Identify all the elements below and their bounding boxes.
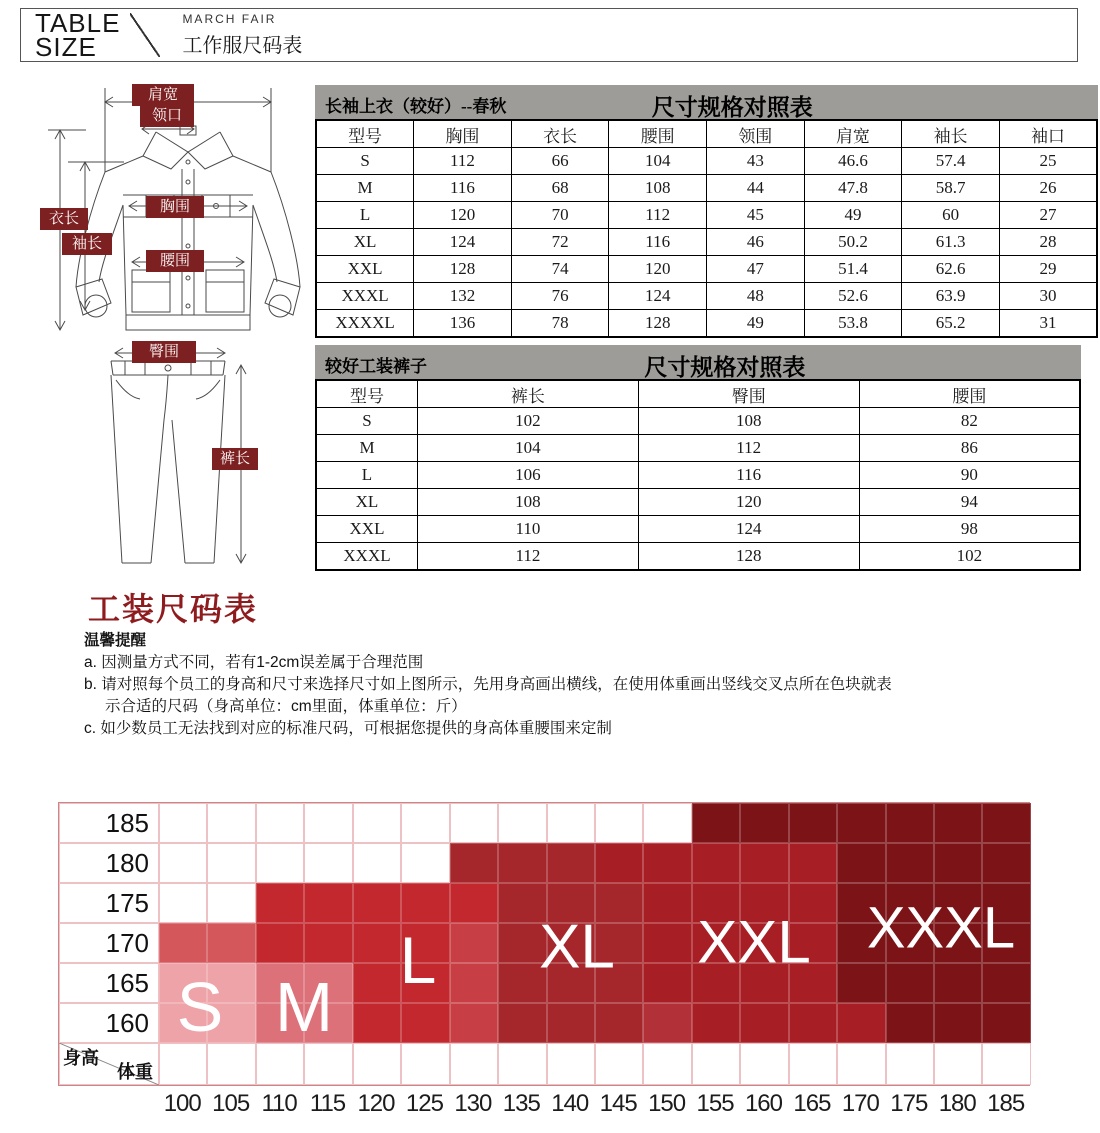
slash-divider-icon — [130, 13, 160, 57]
chart-cell — [643, 1003, 691, 1043]
table-cell: 120 — [609, 256, 707, 283]
chart-cell — [837, 1003, 885, 1043]
table-cell: 52.6 — [804, 283, 902, 310]
table-cell: 72 — [511, 229, 609, 256]
chart-cell — [547, 1043, 595, 1085]
table-cell: 61.3 — [902, 229, 1000, 256]
size-region-label: XXL — [697, 908, 811, 976]
jacket-table-header-row — [316, 120, 1097, 148]
weight-axis-label: 145 — [599, 1090, 637, 1117]
chart-cell — [692, 1003, 740, 1043]
chart-cell — [595, 1043, 643, 1085]
weight-axis-label: 175 — [890, 1090, 928, 1117]
label-sleeve-length: 袖长 — [62, 233, 112, 255]
column-header: 型号 — [316, 120, 414, 148]
weight-axis-label: 105 — [212, 1090, 250, 1117]
table-cell: 74 — [511, 256, 609, 283]
section-title: 工装尺码表 — [88, 591, 259, 627]
chart-cell — [401, 883, 449, 923]
chart-cell — [886, 1043, 934, 1085]
chart-cell — [304, 883, 352, 923]
table-cell: 29 — [999, 256, 1097, 283]
column-header: 肩宽 — [804, 120, 902, 148]
chart-cell — [498, 843, 546, 883]
chart-cell — [692, 1043, 740, 1085]
logo-line-1: TABLE — [35, 8, 121, 38]
height-axis-label: 185 — [59, 803, 159, 843]
chart-cell — [740, 1003, 788, 1043]
table-cell: 120 — [414, 202, 512, 229]
table-cell: 46.6 — [804, 148, 902, 175]
chart-cell — [207, 923, 255, 963]
chart-cell — [740, 803, 788, 843]
label-jacket-length: 衣长 — [40, 208, 88, 230]
chart-cell — [450, 803, 498, 843]
chart-cell — [595, 803, 643, 843]
garment-line-art — [28, 72, 320, 584]
table-cell: 43 — [707, 148, 805, 175]
table-cell: XXXL — [316, 283, 414, 310]
table-cell: 124 — [414, 229, 512, 256]
column-header: 袖口 — [999, 120, 1097, 148]
chart-cell — [643, 923, 691, 963]
column-header: 袖长 — [902, 120, 1000, 148]
chart-cell — [643, 1043, 691, 1085]
chart-cell — [304, 843, 352, 883]
label-chest-girth: 胸围 — [146, 196, 204, 218]
table-cell: 66 — [511, 148, 609, 175]
chart-cell — [789, 803, 837, 843]
jacket-table-body — [316, 148, 1097, 338]
chart-cell — [643, 883, 691, 923]
reminder-notes — [84, 630, 892, 740]
chart-cell — [159, 923, 207, 963]
table-cell: 104 — [418, 435, 639, 462]
garment-diagram — [28, 72, 320, 584]
pants-table-category: 较好工装裤子 — [325, 357, 427, 376]
table-cell: 108 — [609, 175, 707, 202]
weight-axis-label: 165 — [793, 1090, 831, 1117]
chart-cell — [353, 803, 401, 843]
table-cell: 110 — [418, 516, 639, 543]
page-title: 工作服尺码表 — [182, 35, 303, 57]
table-cell: L — [316, 462, 418, 489]
table-cell: 116 — [638, 462, 859, 489]
table-row — [316, 489, 1080, 516]
header-box — [20, 8, 1078, 62]
label-collar-opening: 领口 — [140, 105, 194, 127]
table-row — [316, 516, 1080, 543]
table-cell: 94 — [859, 489, 1080, 516]
table-cell: 128 — [638, 543, 859, 571]
jacket-size-table-block — [315, 85, 1098, 338]
table-cell: 76 — [511, 283, 609, 310]
weight-axis-label: 130 — [454, 1090, 492, 1117]
column-header: 腰围 — [609, 120, 707, 148]
weight-axis-label: 125 — [405, 1090, 443, 1117]
table-row — [316, 202, 1097, 229]
chart-cell — [401, 803, 449, 843]
chart-cell — [401, 1003, 449, 1043]
table-cell: 102 — [859, 543, 1080, 571]
pants-size-table-block — [315, 345, 1081, 571]
table-row — [316, 229, 1097, 256]
chart-cell — [498, 1003, 546, 1043]
chart-cell — [886, 963, 934, 1003]
column-header: 衣长 — [511, 120, 609, 148]
size-region-label: XXXL — [866, 895, 1016, 961]
x-axis-title: 体重 — [117, 1062, 153, 1082]
reminder-title: 温馨提醒 — [84, 632, 147, 649]
chart-cell — [740, 1043, 788, 1085]
table-cell: 50.2 — [804, 229, 902, 256]
chart-cell — [547, 1003, 595, 1043]
size-region-label: L — [399, 923, 437, 997]
size-heatmap-chart — [58, 802, 1030, 1085]
chart-cell — [353, 963, 401, 1003]
column-header: 领围 — [707, 120, 805, 148]
table-cell: M — [316, 175, 414, 202]
table-cell: S — [316, 408, 418, 435]
table-cell: XL — [316, 229, 414, 256]
table-cell: 106 — [418, 462, 639, 489]
label-pants-length: 裤长 — [212, 448, 258, 470]
chart-cell — [934, 843, 982, 883]
table-cell: 128 — [609, 310, 707, 338]
pants-table-body — [316, 408, 1080, 571]
chart-cell — [450, 1003, 498, 1043]
table-cell: 120 — [638, 489, 859, 516]
note-line-a: a. 因测量方式不同，若有1-2cm误差属于合理范围 — [84, 654, 424, 671]
table-row — [316, 310, 1097, 338]
chart-cell — [934, 1003, 982, 1043]
chart-cell — [982, 963, 1030, 1003]
label-shoulder-width: 肩宽 — [132, 84, 194, 106]
table-cell: 136 — [414, 310, 512, 338]
table-cell: 65.2 — [902, 310, 1000, 338]
chart-cell — [692, 843, 740, 883]
chart-cell — [498, 803, 546, 843]
chart-cell — [304, 803, 352, 843]
table-cell: 53.8 — [804, 310, 902, 338]
table-cell: 128 — [414, 256, 512, 283]
weight-axis-label: 185 — [987, 1090, 1025, 1117]
weight-axis-label: 120 — [357, 1090, 395, 1117]
table-cell: 90 — [859, 462, 1080, 489]
table-cell: 68 — [511, 175, 609, 202]
table-cell: M — [316, 435, 418, 462]
table-cell: XL — [316, 489, 418, 516]
pants-size-table — [315, 379, 1081, 571]
chart-cell — [304, 1043, 352, 1085]
table-cell: 27 — [999, 202, 1097, 229]
chart-cell — [450, 923, 498, 963]
height-axis-label: 170 — [59, 923, 159, 963]
weight-axis-label: 155 — [696, 1090, 734, 1117]
table-cell: 132 — [414, 283, 512, 310]
table-cell: S — [316, 148, 414, 175]
table-cell: 44 — [707, 175, 805, 202]
chart-cell — [207, 883, 255, 923]
chart-cell — [595, 1003, 643, 1043]
chart-cell — [256, 803, 304, 843]
jacket-table-category: 长袖上衣（较好）--春秋 — [325, 97, 507, 116]
chart-cell — [934, 1043, 982, 1085]
table-cell: 47 — [707, 256, 805, 283]
chart-cell — [837, 843, 885, 883]
table-cell: 98 — [859, 516, 1080, 543]
chart-cell — [450, 1043, 498, 1085]
chart-cell — [159, 803, 207, 843]
column-header: 腰围 — [859, 380, 1080, 408]
weight-axis-labels — [158, 1090, 1030, 1118]
logo — [35, 8, 121, 62]
jacket-size-table — [315, 119, 1098, 338]
chart-cell — [547, 843, 595, 883]
chart-cell — [789, 843, 837, 883]
table-cell: XXL — [316, 516, 418, 543]
table-cell: 82 — [859, 408, 1080, 435]
note-line-c: c. 如少数员工无法找到对应的标准尺码，可根据您提供的身高体重腰围来定制 — [84, 720, 612, 737]
chart-cell — [789, 1003, 837, 1043]
table-cell: XXL — [316, 256, 414, 283]
brand-block — [182, 12, 302, 58]
chart-cell — [159, 843, 207, 883]
weight-axis-label: 135 — [502, 1090, 540, 1117]
logo-line-2: SIZE — [35, 32, 97, 62]
chart-cell — [256, 883, 304, 923]
note-line-b2: 示合适的尺码（身高单位：cm里面，体重单位：斤） — [105, 698, 467, 715]
table-cell: 78 — [511, 310, 609, 338]
chart-cell — [256, 923, 304, 963]
size-region-label: S — [176, 968, 224, 1046]
weight-axis-label: 100 — [163, 1090, 201, 1117]
table-row — [316, 175, 1097, 202]
label-hip-girth: 臀围 — [132, 341, 196, 363]
note-line-b: b. 请对照每个员工的身高和尺寸来选择尺寸如上图所示，先用身高画出横线，在使用体重画出竖线交叉点所在色块就表 — [84, 676, 892, 693]
chart-cell — [450, 883, 498, 923]
weight-axis-label: 150 — [648, 1090, 686, 1117]
chart-cell — [886, 803, 934, 843]
chart-cell — [353, 923, 401, 963]
table-row — [316, 256, 1097, 283]
chart-cell — [789, 1043, 837, 1085]
chart-cell — [837, 963, 885, 1003]
column-header: 裤长 — [418, 380, 639, 408]
size-region-label: M — [274, 968, 334, 1046]
chart-cell — [353, 1043, 401, 1085]
table-cell: 108 — [638, 408, 859, 435]
table-cell: 112 — [609, 202, 707, 229]
table-cell: 49 — [804, 202, 902, 229]
label-waist-girth: 腰围 — [146, 250, 204, 272]
height-axis-label: 175 — [59, 883, 159, 923]
table-cell: 112 — [638, 435, 859, 462]
jacket-table-heading: 尺寸规格对照表 — [651, 94, 813, 120]
table-row — [316, 148, 1097, 175]
table-cell: 116 — [414, 175, 512, 202]
chart-cell — [982, 843, 1030, 883]
table-cell: 104 — [609, 148, 707, 175]
brand-name: MARCH FAIR — [182, 12, 277, 26]
table-cell: 57.4 — [902, 148, 1000, 175]
chart-cell — [886, 843, 934, 883]
table-cell: 108 — [418, 489, 639, 516]
chart-cell — [692, 803, 740, 843]
table-row — [316, 283, 1097, 310]
table-cell: 60 — [902, 202, 1000, 229]
pants-table-heading: 尺寸规格对照表 — [644, 354, 806, 380]
table-cell: 63.9 — [902, 283, 1000, 310]
chart-cell — [450, 843, 498, 883]
table-cell: 31 — [999, 310, 1097, 338]
table-cell: 116 — [609, 229, 707, 256]
column-header: 型号 — [316, 380, 418, 408]
table-row — [316, 462, 1080, 489]
table-cell: 58.7 — [902, 175, 1000, 202]
table-cell: 124 — [609, 283, 707, 310]
chart-cell — [595, 843, 643, 883]
chart-cell — [304, 923, 352, 963]
chart-cell — [643, 803, 691, 843]
table-cell: 49 — [707, 310, 805, 338]
height-axis-label: 160 — [59, 1003, 159, 1043]
chart-cell — [837, 1043, 885, 1085]
table-cell: XXXXL — [316, 310, 414, 338]
weight-axis-label: 180 — [938, 1090, 976, 1117]
table-row — [316, 408, 1080, 435]
table-cell: 124 — [638, 516, 859, 543]
size-region-label: XL — [539, 912, 615, 982]
weight-axis-label: 160 — [744, 1090, 782, 1117]
table-cell: 112 — [418, 543, 639, 571]
table-cell: 26 — [999, 175, 1097, 202]
table-cell: 86 — [859, 435, 1080, 462]
table-cell: 70 — [511, 202, 609, 229]
chart-cell — [401, 1043, 449, 1085]
table-row — [316, 435, 1080, 462]
table-cell: 62.6 — [902, 256, 1000, 283]
chart-cell — [982, 1043, 1030, 1085]
weight-axis-label: 115 — [309, 1090, 346, 1117]
height-axis-label: 180 — [59, 843, 159, 883]
chart-cell — [837, 803, 885, 843]
chart-cell — [982, 803, 1030, 843]
chart-cell — [401, 843, 449, 883]
chart-cell — [256, 1043, 304, 1085]
chart-cell — [353, 883, 401, 923]
table-cell: 46 — [707, 229, 805, 256]
weight-axis-label: 170 — [841, 1090, 879, 1117]
chart-cell — [207, 843, 255, 883]
chart-cell — [450, 963, 498, 1003]
table-cell: 112 — [414, 148, 512, 175]
height-axis-label: 165 — [59, 963, 159, 1003]
table-cell: 30 — [999, 283, 1097, 310]
chart-cell — [207, 803, 255, 843]
table-cell: 48 — [707, 283, 805, 310]
table-row — [316, 543, 1080, 571]
jacket-table-band — [315, 85, 1098, 119]
chart-cell — [934, 963, 982, 1003]
chart-cell — [982, 1003, 1030, 1043]
pants-table-header-row — [316, 380, 1080, 408]
chart-cell — [498, 1043, 546, 1085]
table-cell: 51.4 — [804, 256, 902, 283]
chart-cell — [886, 1003, 934, 1043]
table-cell: 25 — [999, 148, 1097, 175]
chart-cell — [159, 1043, 207, 1085]
table-cell: 47.8 — [804, 175, 902, 202]
weight-axis-label: 110 — [261, 1090, 297, 1117]
chart-cell — [547, 803, 595, 843]
table-cell: L — [316, 202, 414, 229]
table-cell: 45 — [707, 202, 805, 229]
chart-cell — [740, 843, 788, 883]
table-cell: 28 — [999, 229, 1097, 256]
weight-axis-label: 140 — [551, 1090, 589, 1117]
pants-table-band — [315, 345, 1081, 379]
chart-cell — [353, 843, 401, 883]
chart-cell — [934, 803, 982, 843]
table-cell: 102 — [418, 408, 639, 435]
chart-cell — [353, 1003, 401, 1043]
chart-cell — [207, 1043, 255, 1085]
chart-cell — [643, 843, 691, 883]
table-cell: XXXL — [316, 543, 418, 571]
y-axis-title: 身高 — [63, 1048, 99, 1068]
column-header: 臀围 — [638, 380, 859, 408]
axis-corner-cell — [59, 1043, 159, 1085]
chart-cell — [159, 883, 207, 923]
chart-cell — [256, 843, 304, 883]
column-header: 胸围 — [414, 120, 512, 148]
chart-cell — [643, 963, 691, 1003]
